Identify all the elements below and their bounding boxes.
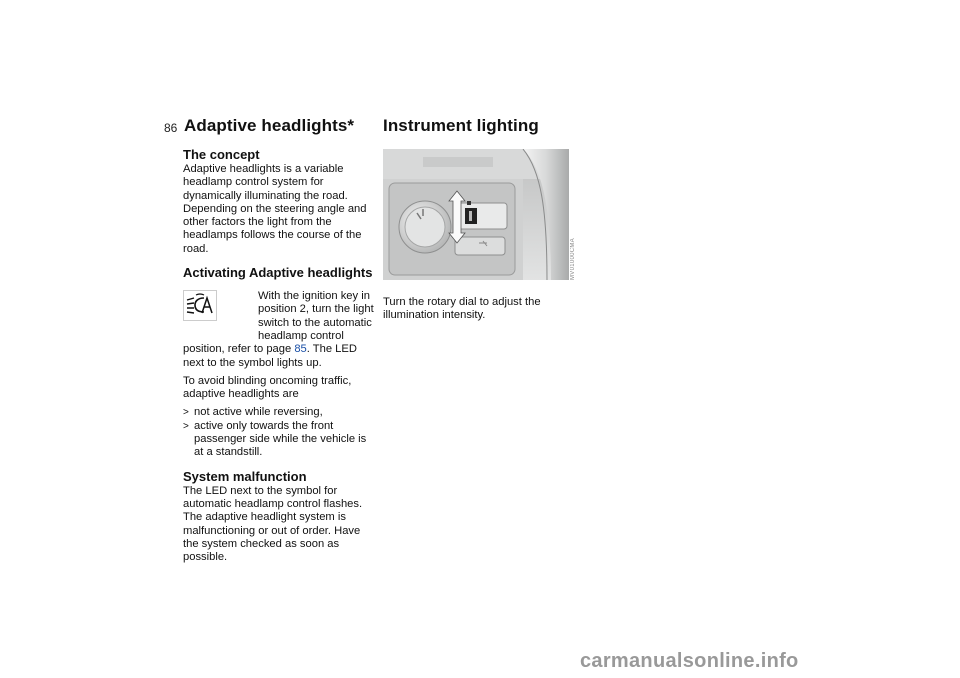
heading-activating: Activating Adaptive headlights	[183, 265, 373, 281]
title-instrument-lighting: Instrument lighting	[383, 116, 539, 135]
page-link-85[interactable]: 85	[294, 343, 307, 356]
page-number: 86	[164, 121, 178, 135]
watermark: carmanualsonline.info	[580, 650, 799, 672]
title-adaptive-headlights: Adaptive headlights*	[184, 116, 355, 135]
activating-instruction	[183, 290, 378, 460]
heading-concept: The concept	[183, 147, 260, 162]
concept-body: Adaptive headlights is a variable headlamp control system for dynamically illuminating the road. Depending on the steering angle and other factors the light from the headlamps follows the course of the road.	[183, 163, 367, 255]
list-item: > active only towards the front passenger side while the vehicle is at a standstill.	[183, 419, 367, 459]
instrument-lighting-photo	[383, 149, 569, 280]
section-malfunction	[183, 469, 378, 565]
image-code: MV01000CMA	[570, 238, 576, 281]
section-concept	[183, 147, 378, 256]
heading-malfunction: System malfunction	[183, 468, 307, 484]
instrument-caption: Turn the rotary dial to adjust the illumination intensity.	[383, 296, 541, 322]
left-column	[183, 147, 378, 573]
activating-bullets	[183, 406, 378, 459]
right-column	[383, 296, 578, 323]
malfunction-body: The LED next to the symbol for automatic headlamp control flashes. The adaptive headlight system is malfunctioning or out of order. Have the system checked as soon as possible.	[183, 484, 363, 564]
adaptive-headlight-icon	[183, 290, 217, 321]
activating-text-a: With the ignition key in position 2, turn the light switch to the automatic headlamp control	[258, 290, 374, 342]
activating-para2: To avoid blinding oncoming traffic, adaptive headlights are	[183, 374, 352, 401]
activating-text-b: position, refer to page 85. The LED next to the symbol lights up.	[183, 343, 357, 369]
list-item: > not active while reversing,	[183, 406, 323, 419]
section-activating	[183, 265, 378, 460]
